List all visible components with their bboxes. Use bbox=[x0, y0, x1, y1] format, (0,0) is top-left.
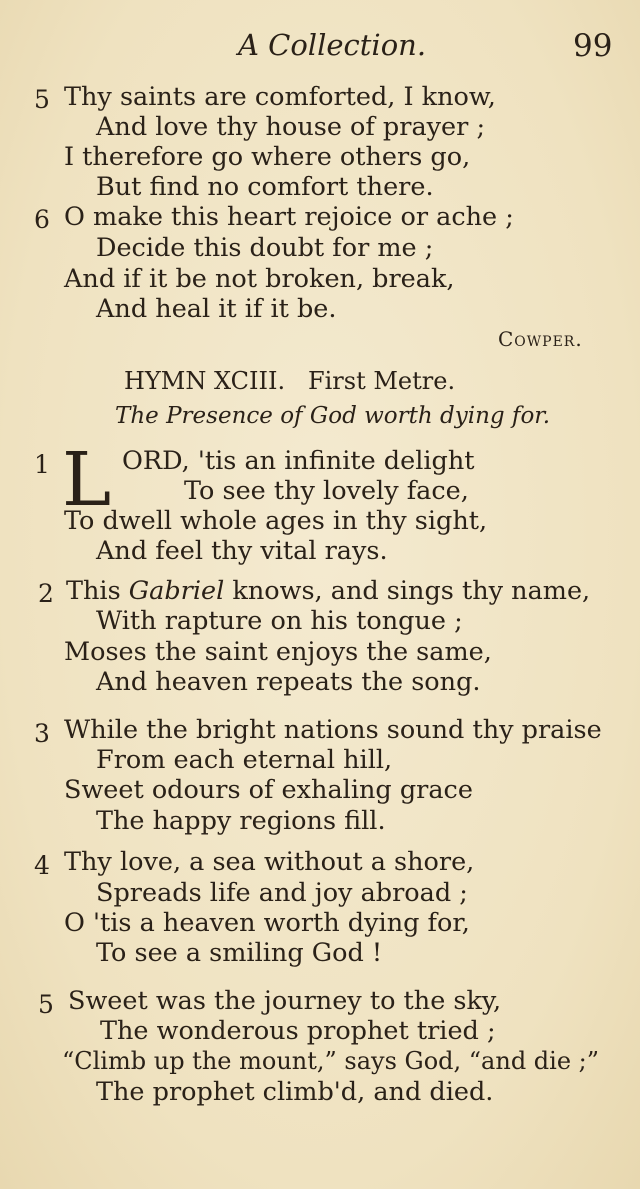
verse-number: 2 bbox=[38, 579, 54, 608]
verse-line: Sweet odours of exhaling grace bbox=[64, 775, 473, 805]
running-title: A Collection. bbox=[238, 28, 427, 62]
verse-line: To dwell whole ages in thy sight, bbox=[64, 506, 488, 536]
verse-line: With rapture on his tongue ; bbox=[96, 606, 463, 636]
verse-line: O make this heart rejoice or ache ; bbox=[64, 202, 514, 232]
verse-line: And heaven repeats the song. bbox=[96, 667, 481, 697]
verse-line: The prophet climb'd, and died. bbox=[96, 1077, 494, 1107]
hymn-subtitle: The Presence of God worth dying for. bbox=[115, 403, 551, 429]
verse-line: To see thy lovely face, bbox=[184, 476, 469, 506]
verse-line: Spreads life and joy abroad ; bbox=[96, 878, 468, 908]
verse-line: And love thy house of prayer ; bbox=[96, 112, 486, 142]
verse-number: 3 bbox=[34, 719, 50, 748]
verse-number: 6 bbox=[34, 205, 50, 234]
verse-line: Thy saints are comforted, I know, bbox=[64, 82, 496, 112]
verse-line: The happy regions fill. bbox=[96, 806, 386, 836]
verse-line: While the bright nations sound thy praise bbox=[64, 715, 602, 745]
drop-cap: L bbox=[62, 437, 112, 523]
verse-line: From each eternal hill, bbox=[96, 745, 393, 775]
hymn-title: HYMN XCIII. First Metre. bbox=[124, 367, 456, 395]
verse-line: And heal it if it be. bbox=[96, 294, 337, 324]
author-attribution: Cowper. bbox=[498, 327, 583, 351]
verse-line: ORD, 'tis an infinite delight bbox=[122, 446, 475, 476]
verse-line: I therefore go where others go, bbox=[64, 142, 471, 172]
verse-number: 1 bbox=[34, 450, 50, 479]
verse-line: This Gabriel knows, and sings thy name, bbox=[66, 576, 591, 606]
verse-line: Decide this doubt for me ; bbox=[96, 233, 434, 263]
verse-line: And feel thy vital rays. bbox=[96, 536, 388, 566]
verse-line: The wonderous prophet tried ; bbox=[100, 1016, 496, 1046]
verse-number: 4 bbox=[34, 851, 50, 880]
running-header bbox=[0, 28, 640, 68]
verse-line: O 'tis a heaven worth dying for, bbox=[64, 908, 470, 938]
page-number: 99 bbox=[573, 28, 613, 64]
verse-line: Moses the saint enjoys the same, bbox=[64, 637, 492, 667]
verse-line: To see a smiling God ! bbox=[96, 938, 383, 968]
verse-line: “Climb up the mount,” says God, “and die ;” bbox=[62, 1047, 600, 1075]
verse-line: And if it be not broken, break, bbox=[64, 264, 455, 294]
verse-line: Sweet was the journey to the sky, bbox=[68, 986, 502, 1016]
verse-line: But find no comfort there. bbox=[96, 172, 434, 202]
verse-line: Thy love, a sea without a shore, bbox=[64, 847, 475, 877]
verse-number: 5 bbox=[34, 85, 50, 114]
verse-number: 5 bbox=[38, 990, 54, 1019]
